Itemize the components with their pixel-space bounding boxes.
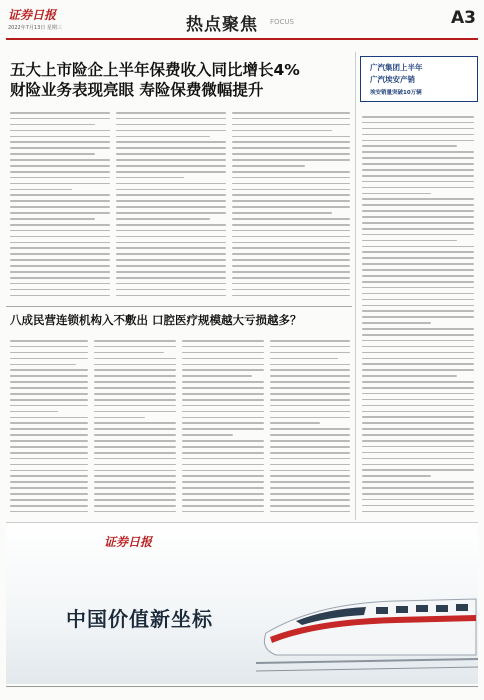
article-divider [6,306,352,307]
headline-line-1: 五大上市险企上半年保费收入同比增长4% [10,61,300,79]
article1-column-3 [232,112,350,302]
section-title: 热点聚焦 [186,15,258,35]
article2-column-1 [10,340,88,518]
page-footer [6,686,478,696]
article1-column-2 [116,112,226,302]
sidebar-body [362,116,474,518]
high-speed-train-illustration [256,563,478,683]
masthead [6,4,478,40]
sidebar-subtitle: 埃安销量突破10万辆 [370,90,422,96]
newspaper-logo: 证券日报 [8,8,57,22]
headline-2: 八成民营连锁机构入不敷出 口腔医疗规模越大亏损越多？ [10,313,302,327]
issue-date: 2022年7月13日 星期三 [8,25,62,31]
headline-line-2: 财险业务表现亮眼 寿险保费微幅提升 [10,81,264,99]
sidebar-title-line-2: 广汽埃安产销 [370,75,415,84]
column-divider [355,52,356,520]
sidebar-title-line-1: 广汽集团上半年 [370,63,423,72]
article2-column-3 [182,340,264,518]
page-number: A3 [451,8,476,28]
ad-logo: 证券日报 [104,535,153,549]
article1-column-1 [10,112,110,302]
article2-column-4 [270,340,350,518]
advertisement [6,522,478,684]
article2-column-2 [94,340,176,518]
ad-title: 中国价值新坐标 [66,607,213,631]
section-title-en: FOCUS [270,18,294,26]
